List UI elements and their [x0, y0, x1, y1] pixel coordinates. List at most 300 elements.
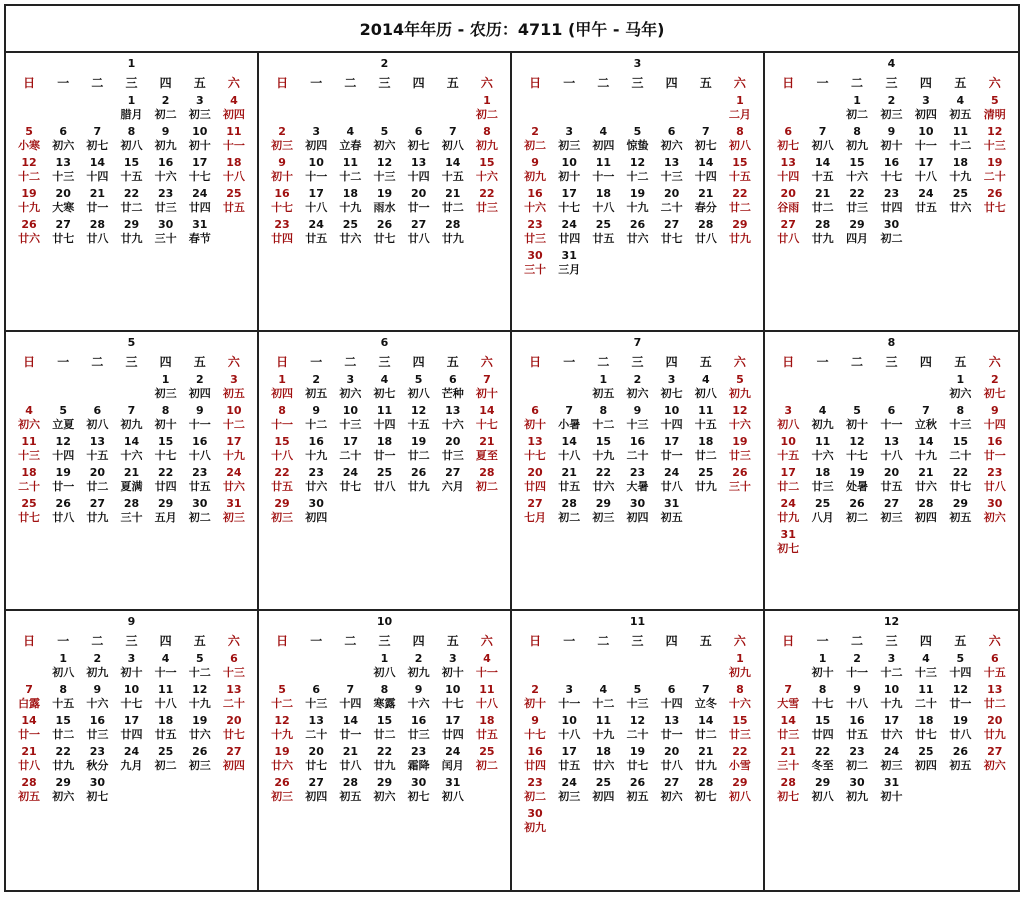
lunar-date: 十一 [914, 139, 937, 152]
day-cell [620, 776, 654, 807]
day-number: 8 [278, 404, 286, 417]
lunar-date: 初九 [846, 139, 869, 152]
lunar-date: 初六 [983, 759, 1006, 772]
day-number: 8 [956, 404, 965, 417]
day-number: 22 [157, 466, 174, 479]
day-cell [620, 466, 654, 497]
day-number: 7 [818, 125, 827, 138]
lunar-date: 廿五 [188, 480, 211, 493]
lunar-date: 廿一 [339, 728, 362, 741]
lunar-date: 廿八 [407, 232, 430, 245]
lunar-date: 十二 [592, 418, 615, 431]
empty-day-cell [909, 373, 943, 404]
lunar-date: 立春 [339, 139, 362, 152]
lunar-date: 十九 [592, 449, 615, 462]
day-number: 29 [952, 497, 968, 510]
day-cell [655, 466, 689, 497]
lunar-date: 初二 [475, 480, 498, 493]
empty-day-cell [299, 94, 333, 125]
lunar-date: 十三 [305, 697, 328, 710]
day-number: 2 [853, 652, 861, 665]
day-number: 19 [732, 435, 748, 448]
day-cell [840, 94, 874, 125]
day-cell [943, 373, 977, 404]
lunar-date: 初六 [660, 139, 683, 152]
lunar-date: 初八 [120, 139, 143, 152]
week-row [518, 435, 757, 466]
lunar-date: 廿六 [880, 728, 903, 741]
lunar-date: 初三 [154, 387, 177, 400]
day-number: 18 [376, 435, 393, 448]
week-row [265, 125, 504, 156]
day-cell [552, 683, 586, 714]
day-number: 18 [342, 187, 358, 200]
day-cell [943, 497, 977, 528]
day-number: 12 [629, 156, 646, 169]
lunar-date: 廿三 [407, 728, 430, 741]
day-cell [470, 94, 504, 125]
lunar-date: 十六 [728, 697, 751, 710]
day-cell [149, 683, 183, 714]
weekday-label: 三 [885, 76, 898, 90]
weekday-label: 五 [446, 634, 459, 648]
day-cell [183, 373, 217, 404]
lunar-date: 初十 [558, 170, 581, 183]
lunar-date: 初二 [154, 759, 177, 772]
day-cell [771, 683, 805, 714]
day-cell [586, 125, 620, 156]
lunar-date: 廿一 [52, 480, 75, 493]
week-row [771, 187, 1012, 218]
day-number: 1 [483, 94, 491, 107]
day-number: 6 [448, 373, 457, 386]
day-cell [367, 683, 401, 714]
day-number: 13 [410, 156, 427, 169]
lunar-date: 初九 [728, 666, 751, 679]
day-number: 5 [380, 125, 389, 138]
lunar-date: 十五 [983, 666, 1006, 679]
month-number: 2 [380, 57, 389, 70]
day-number: 14 [89, 156, 105, 169]
day-number: 2 [312, 373, 321, 386]
week-row [518, 156, 757, 187]
day-number: 29 [849, 218, 865, 231]
day-cell [436, 466, 470, 497]
day-cell [217, 404, 251, 435]
day-cell [80, 714, 114, 745]
lunar-date: 初六 [52, 790, 75, 803]
day-number: 14 [918, 435, 934, 448]
day-number: 30 [192, 497, 208, 510]
day-cell [518, 435, 552, 466]
day-number: 24 [883, 745, 900, 758]
day-cell [771, 466, 805, 497]
weekday-label: 三 [885, 634, 898, 648]
lunar-date: 大暑 [626, 480, 649, 493]
lunar-date: 十七 [524, 449, 547, 462]
day-number: 21 [814, 187, 831, 200]
lunar-date: 廿八 [694, 232, 717, 245]
day-number: 7 [701, 125, 710, 138]
day-number: 13 [663, 156, 680, 169]
day-cell [943, 156, 977, 187]
day-cell [402, 435, 436, 466]
lunar-date: 廿一 [660, 449, 683, 462]
day-cell [586, 776, 620, 807]
empty-day-cell [771, 652, 805, 683]
weekday-label: 五 [954, 634, 967, 648]
lunar-date: 初四 [188, 387, 211, 400]
day-number: 20 [663, 745, 680, 758]
day-cell [874, 745, 908, 776]
day-cell [840, 187, 874, 218]
weekday-label: 三 [378, 355, 391, 369]
day-cell [12, 125, 46, 156]
weekday-label: 四 [412, 76, 425, 90]
day-number: 15 [55, 714, 71, 727]
empty-day-cell [874, 373, 908, 404]
day-cell [46, 683, 80, 714]
weekday-label: 二 [344, 76, 357, 90]
day-number: 30 [157, 218, 174, 231]
day-number: 22 [123, 187, 140, 200]
lunar-date: 初二 [475, 759, 498, 772]
day-cell [586, 466, 620, 497]
day-cell [805, 156, 839, 187]
lunar-date: 初四 [592, 139, 615, 152]
week-row [265, 683, 504, 714]
day-cell [689, 745, 723, 776]
lunar-date: 十四 [660, 418, 683, 431]
day-cell [552, 249, 586, 280]
day-number: 28 [698, 218, 714, 231]
lunar-date: 廿七 [914, 728, 937, 741]
lunar-date: 十六 [441, 418, 464, 431]
lunar-date: 十六 [846, 170, 869, 183]
day-number: 11 [157, 683, 174, 696]
day-number: 5 [736, 373, 744, 386]
lunar-date: 十七 [441, 697, 464, 710]
weekday-label: 五 [193, 76, 206, 90]
lunar-date: 初三 [880, 759, 903, 772]
lunar-date: 初九 [86, 666, 109, 679]
lunar-date: 廿九 [694, 480, 717, 493]
empty-day-cell [80, 373, 114, 404]
lunar-date: 十六 [154, 170, 177, 183]
lunar-date: 处暑 [846, 480, 869, 493]
lunar-date: 十四 [660, 697, 683, 710]
empty-day-cell [12, 652, 46, 683]
lunar-date: 惊蛰 [626, 139, 649, 152]
day-number: 13 [55, 156, 71, 169]
day-cell [978, 404, 1012, 435]
weekday-label: 三 [378, 76, 391, 90]
day-number: 5 [25, 125, 33, 138]
day-cell [12, 497, 46, 528]
lunar-date: 二十 [660, 201, 683, 214]
day-cell [80, 745, 114, 776]
lunar-date: 清明 [983, 108, 1006, 121]
day-cell [470, 125, 504, 156]
day-number: 1 [956, 373, 965, 386]
weekday-label: 日 [276, 355, 289, 369]
day-number: 4 [599, 125, 608, 138]
weekday-label: 日 [782, 76, 795, 90]
day-cell [217, 435, 251, 466]
day-cell [805, 125, 839, 156]
day-cell [80, 404, 114, 435]
lunar-date: 廿六 [305, 480, 328, 493]
weekday-label: 五 [699, 355, 712, 369]
lunar-date: 廿七 [18, 511, 41, 524]
day-number: 5 [633, 125, 642, 138]
day-cell [367, 435, 401, 466]
day-number: 8 [599, 404, 608, 417]
empty-day-cell [518, 373, 552, 404]
lunar-date: 廿四 [524, 759, 547, 772]
weekday-label: 六 [227, 76, 240, 90]
day-number: 13 [89, 435, 105, 448]
day-cell [470, 714, 504, 745]
day-cell [80, 156, 114, 187]
day-cell [655, 714, 689, 745]
day-number: 8 [380, 683, 389, 696]
day-cell [518, 249, 552, 280]
day-cell [333, 125, 367, 156]
day-number: 23 [89, 745, 105, 758]
day-number: 26 [629, 776, 646, 789]
lunar-date: 寒露 [373, 697, 396, 710]
day-cell [265, 435, 299, 466]
week-row [265, 218, 504, 249]
lunar-date: 廿二 [983, 697, 1006, 710]
lunar-date: 三十 [728, 480, 751, 493]
week-row [771, 373, 1012, 404]
weekday-label: 五 [954, 355, 967, 369]
week-row [771, 466, 1012, 497]
day-number: 11 [918, 683, 934, 696]
day-number: 29 [157, 497, 174, 510]
day-cell [586, 187, 620, 218]
day-number: 12 [376, 156, 393, 169]
day-number: 2 [195, 373, 204, 386]
day-cell [689, 404, 723, 435]
day-number: 24 [192, 187, 208, 200]
weekday-label: 四 [919, 634, 932, 648]
day-number: 6 [93, 404, 102, 417]
weekday-label: 日 [782, 634, 795, 648]
day-number: 23 [274, 218, 290, 231]
day-number: 1 [127, 94, 136, 107]
lunar-date: 廿五 [592, 232, 615, 245]
day-number: 8 [736, 125, 744, 138]
day-number: 16 [274, 187, 290, 200]
day-cell [402, 652, 436, 683]
day-cell [771, 714, 805, 745]
day-cell [183, 187, 217, 218]
empty-day-cell [367, 94, 401, 125]
day-cell [333, 435, 367, 466]
lunar-date: 廿二 [120, 201, 143, 214]
day-number: 5 [414, 373, 423, 386]
month-number: 9 [127, 615, 136, 628]
lunar-date: 初四 [626, 511, 649, 524]
day-cell [771, 497, 805, 528]
day-cell [909, 404, 943, 435]
lunar-date: 初四 [914, 759, 937, 772]
day-cell [586, 404, 620, 435]
day-number: 7 [922, 404, 930, 417]
day-cell [299, 373, 333, 404]
day-cell [943, 435, 977, 466]
weekday-label: 日 [529, 76, 542, 90]
day-cell [46, 776, 80, 807]
weekday-label: 二 [597, 355, 610, 369]
day-cell [723, 187, 757, 218]
day-cell [114, 497, 148, 528]
day-number: 8 [59, 683, 68, 696]
day-cell [183, 652, 217, 683]
day-cell [874, 187, 908, 218]
lunar-date: 夏满 [120, 480, 143, 493]
day-cell [518, 156, 552, 187]
weekday-label: 二 [344, 634, 357, 648]
lunar-date: 廿九 [120, 232, 143, 245]
lunar-date: 廿三 [154, 201, 177, 214]
lunar-date: 十五 [52, 697, 75, 710]
lunar-date: 初八 [86, 418, 109, 431]
lunar-date: 初三 [880, 511, 903, 524]
day-number: 26 [987, 187, 1003, 200]
day-cell [518, 807, 552, 838]
lunar-date: 十八 [846, 697, 869, 710]
day-cell [840, 466, 874, 497]
day-number: 29 [595, 497, 611, 510]
day-cell [620, 745, 654, 776]
day-number: 23 [308, 466, 324, 479]
day-number: 24 [780, 497, 796, 510]
day-cell [436, 714, 470, 745]
lunar-date: 十九 [222, 449, 245, 462]
day-cell [46, 125, 80, 156]
lunar-date: 十六 [407, 697, 430, 710]
weekday-label: 二 [597, 76, 610, 90]
day-cell [149, 125, 183, 156]
month-block [512, 332, 765, 611]
day-cell [12, 435, 46, 466]
day-number: 16 [157, 156, 174, 169]
day-cell [149, 714, 183, 745]
day-cell [723, 94, 757, 125]
lunar-date: 初九 [524, 821, 547, 834]
lunar-date: 十四 [949, 666, 972, 679]
day-number: 14 [123, 435, 140, 448]
day-number: 29 [732, 218, 748, 231]
lunar-date: 初三 [880, 108, 903, 121]
lunar-date: 九月 [120, 759, 143, 772]
day-cell [943, 683, 977, 714]
lunar-date: 三月 [558, 263, 581, 276]
day-cell [723, 156, 757, 187]
lunar-date: 雨水 [373, 201, 396, 214]
day-number: 16 [527, 187, 543, 200]
empty-day-cell [518, 94, 552, 125]
weekday-label: 三 [125, 634, 138, 648]
day-number: 4 [346, 125, 355, 138]
weekday-header [771, 630, 1012, 652]
lunar-date: 初八 [728, 139, 751, 152]
lunar-date: 八月 [811, 511, 834, 524]
day-cell [620, 435, 654, 466]
day-number: 24 [226, 466, 242, 479]
week-row [265, 745, 504, 776]
day-cell [367, 404, 401, 435]
week-row [518, 714, 757, 745]
day-cell [149, 745, 183, 776]
lunar-date: 十四 [407, 170, 430, 183]
day-number: 10 [123, 683, 140, 696]
day-number: 14 [479, 404, 495, 417]
lunar-date: 十二 [222, 418, 245, 431]
day-cell [436, 652, 470, 683]
lunar-date: 廿六 [271, 759, 294, 772]
day-number: 15 [732, 714, 748, 727]
weekday-header [518, 630, 757, 652]
day-cell [402, 404, 436, 435]
lunar-date: 十八 [475, 697, 498, 710]
day-number: 25 [342, 218, 358, 231]
weekday-header [265, 72, 504, 94]
day-number: 28 [445, 218, 461, 231]
day-number: 18 [698, 435, 714, 448]
day-number: 4 [230, 94, 238, 107]
day-number: 22 [814, 745, 831, 758]
day-cell [217, 652, 251, 683]
lunar-date: 夏至 [475, 449, 498, 462]
day-number: 26 [629, 218, 646, 231]
lunar-date: 初二 [880, 232, 903, 245]
day-cell [12, 466, 46, 497]
lunar-date: 初二 [188, 511, 211, 524]
empty-day-cell [771, 94, 805, 125]
weekday-label: 五 [954, 76, 967, 90]
day-cell [723, 373, 757, 404]
day-number: 4 [599, 683, 608, 696]
day-number: 2 [93, 652, 102, 665]
day-number: 9 [990, 404, 999, 417]
day-number: 11 [342, 156, 358, 169]
week-row [265, 435, 504, 466]
lunar-date: 十七 [880, 170, 903, 183]
day-cell [909, 652, 943, 683]
day-cell [978, 683, 1012, 714]
week-row [265, 652, 504, 683]
day-cell [805, 404, 839, 435]
day-cell [470, 404, 504, 435]
weekday-label: 二 [91, 76, 104, 90]
day-number: 11 [595, 714, 611, 727]
day-number: 15 [479, 156, 495, 169]
empty-day-cell [655, 652, 689, 683]
day-number: 1 [278, 373, 286, 386]
week-row [771, 497, 1012, 528]
day-number: 22 [732, 187, 748, 200]
lunar-date: 五月 [154, 511, 177, 524]
lunar-date: 廿二 [694, 449, 717, 462]
lunar-date: 廿四 [120, 728, 143, 741]
day-number: 17 [445, 714, 461, 727]
lunar-date: 廿六 [339, 232, 362, 245]
